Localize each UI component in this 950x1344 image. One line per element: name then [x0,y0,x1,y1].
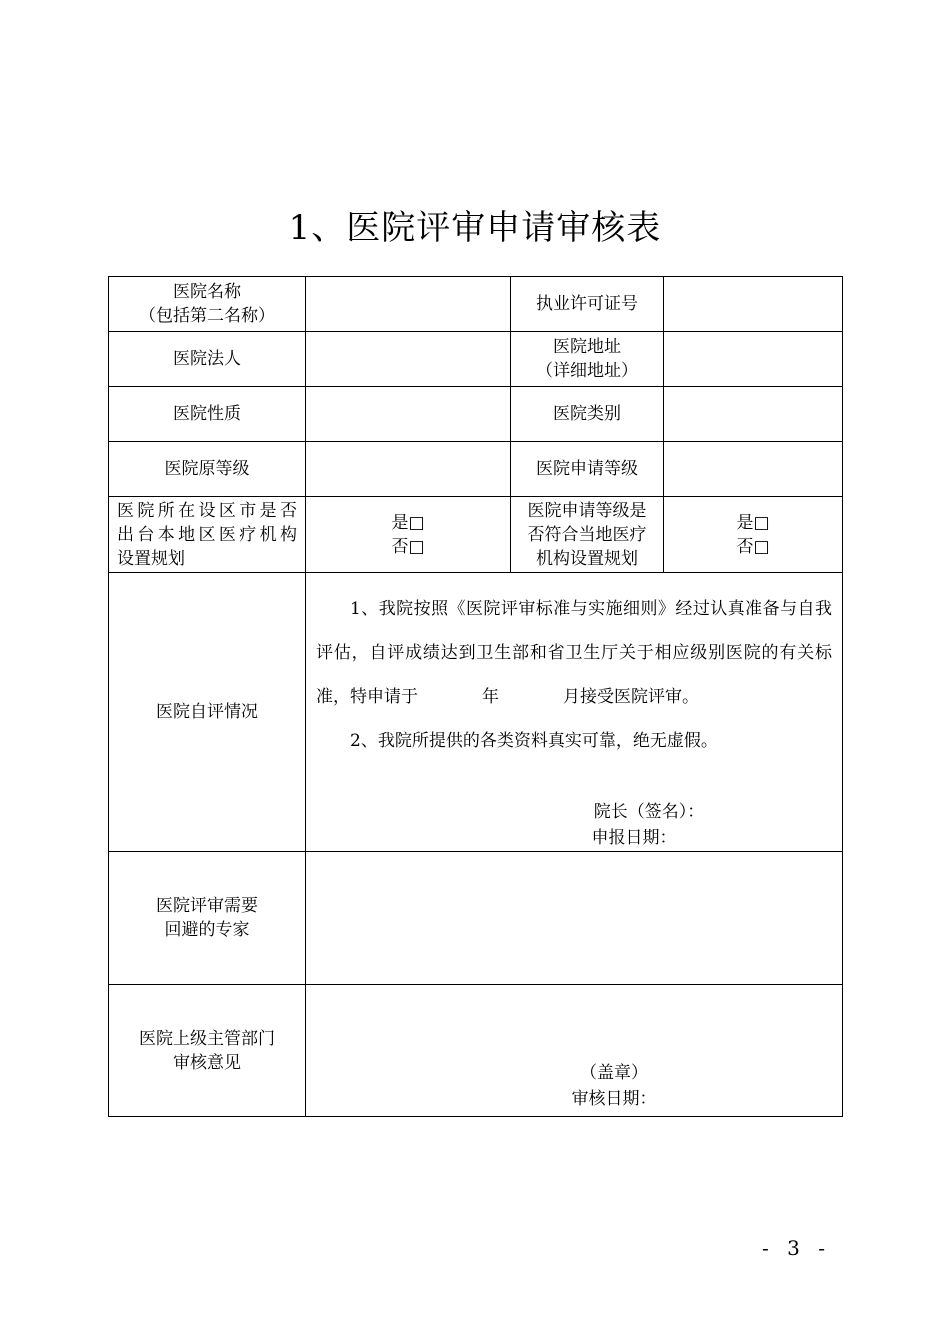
self-evaluation-paragraph-1: 1、我院按照《医院评审标准与实施细则》经过认真准备与自我评估，自评成绩达到卫生部和省卫生厅关于相应级别医院的有关标准，特申请于 年 月接受医院评审。 [316,599,832,707]
planning-no-checkbox[interactable]: 否□ [391,536,425,557]
hospital-nature-field[interactable] [306,387,511,442]
legal-person-label: 医院法人 [109,332,306,387]
page-number: - 3 - [762,1236,831,1260]
avoid-experts-label: 医院评审需要 回避的专家 [109,852,306,985]
self-evaluation-content [306,573,843,852]
row-self-evaluation [109,573,843,852]
row-nature [109,387,843,442]
row-legal-person [109,332,843,387]
hospital-nature-label: 医院性质 [109,387,306,442]
hospital-category-field[interactable] [664,387,843,442]
review-date[interactable]: 审核日期： [571,1089,657,1109]
conform-yes-checkbox[interactable]: 是□ [736,512,770,533]
superior-opinion-field[interactable] [306,985,843,1117]
row-superior-opinion [109,985,843,1117]
row-planning [109,497,843,573]
planning-options [306,497,511,573]
hospital-category-label: 医院类别 [511,387,664,442]
apply-level-label: 医院申请等级 [511,442,664,497]
hospital-name-field[interactable] [306,277,511,332]
hospital-name-label: 医院名称 （包括第二名称） [109,277,306,332]
row-level [109,442,843,497]
conform-label: 医院申请等级是 否符合当地医疗 机构设置规划 [511,497,664,573]
director-signature[interactable]: 院长（签名）： [593,802,705,822]
self-evaluation-paragraph-2: 2、我院所提供的各类资料真实可靠，绝无虚假。 [350,731,718,751]
legal-person-field[interactable] [306,332,511,387]
row-hospital-name [109,277,843,332]
avoid-experts-field[interactable] [306,852,843,985]
planning-label: 医院所在设区市是否 出台本地区医疗机构 设置规划 [109,497,306,573]
page-title: 1、医院评审申请审核表 [288,208,662,248]
original-level-label: 医院原等级 [109,442,306,497]
planning-yes-checkbox[interactable]: 是□ [391,512,425,533]
conform-options [664,497,843,573]
conform-no-checkbox[interactable]: 否□ [736,536,770,557]
report-date[interactable]: 申报日期： [591,828,677,848]
superior-opinion-label: 医院上级主管部门 审核意见 [109,985,306,1117]
hospital-address-field[interactable] [664,332,843,387]
license-number-label: 执业许可证号 [511,277,664,332]
license-number-field[interactable] [664,277,843,332]
original-level-field[interactable] [306,442,511,497]
self-evaluation-label: 医院自评情况 [109,573,306,852]
apply-level-field[interactable] [664,442,843,497]
seal-label: （盖章） [580,1063,648,1083]
hospital-address-label: 医院地址 （详细地址） [511,332,664,387]
application-review-form [108,276,843,1117]
row-avoid-experts [109,852,843,985]
